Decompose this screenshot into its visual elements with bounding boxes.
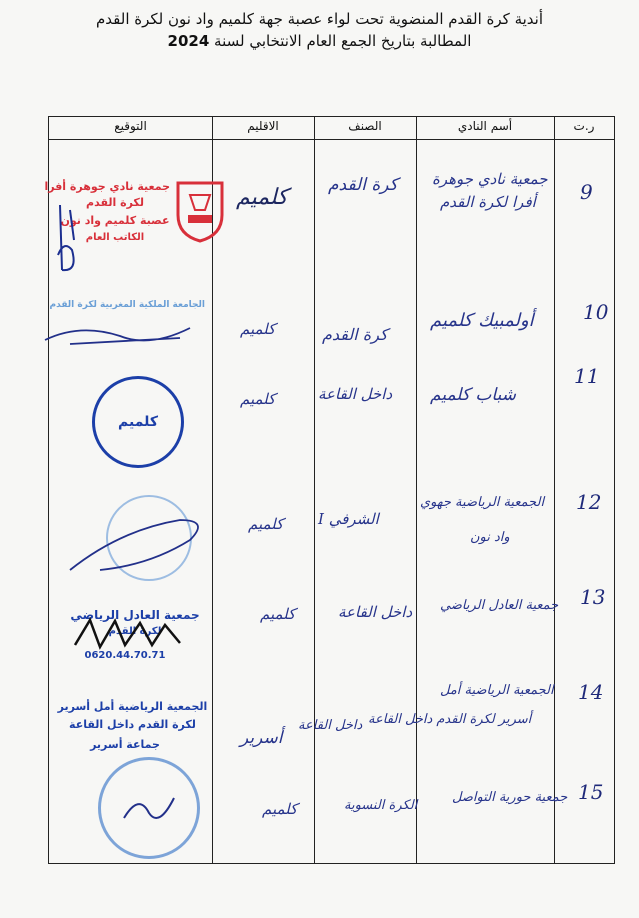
row-15-class: الكرة النسوية: [344, 798, 418, 813]
shield-stamp-icon: [170, 175, 230, 245]
stamp-9-line3: عصبة كلميم واد نون: [60, 214, 170, 227]
row-10-class: كرة القدم: [322, 325, 388, 344]
header-province: الاقليم: [247, 119, 279, 133]
signature-10-icon: [40, 318, 210, 354]
row-14-num: 14: [578, 680, 604, 704]
row-12-province: كلميم: [248, 515, 284, 533]
signature-12-icon: [60, 510, 220, 580]
signature-15-icon: [119, 788, 179, 828]
row-12-class: الشرفي I: [318, 510, 379, 528]
header-class: الصنف: [348, 119, 382, 133]
row-10-province: كلميم: [240, 320, 276, 338]
stamp-13-line1: جمعية العادل الرياضي: [70, 608, 200, 622]
stamp-10-line1: الجامعة الملكية المغربية لكرة القدم: [49, 300, 205, 310]
header-signature: التوقيع: [114, 119, 147, 133]
row-12-club-line1: الجمعية الرياضية جهوي: [420, 495, 545, 510]
row-9-class: كرة القدم: [328, 175, 398, 195]
stamp-13-phone: 0620.44.70.71: [84, 650, 166, 661]
stamp-9-line4: الكاتب العام: [85, 232, 145, 243]
stamp-11: [92, 376, 184, 468]
header-num: ر.ت: [573, 119, 595, 133]
row-11-class: داخل القاعة: [318, 385, 393, 403]
row-11-province: كلميم: [240, 390, 276, 408]
row-11-num: 11: [574, 364, 600, 388]
signature-13-icon: [70, 615, 190, 655]
row-10-club: أولمبيك كلميم: [430, 310, 534, 331]
stamp-9-line1: جمعية نادي جوهرة أفرا: [44, 180, 170, 193]
row-11-club: شباب كلميم: [430, 385, 516, 405]
header-club: أسم النادي: [457, 119, 513, 133]
row-12-club-line2: واد نون: [470, 530, 510, 545]
row-9-club-line1: جمعية نادي جوهرة: [432, 170, 548, 188]
header-separator: [49, 139, 614, 140]
row-14-province: أسرير: [240, 728, 283, 748]
stamp-9-line2: لكرة القدم: [86, 196, 144, 209]
row-9-num: 9: [580, 180, 593, 204]
stamp-13-line2: لكرة القدم: [108, 626, 162, 637]
title-line-2: [0, 30, 639, 52]
signature-9-icon: [50, 200, 90, 280]
row-15-club: جمعية حورية التواصل: [452, 790, 568, 805]
row-9-club-line2: أفرا لكرة القدم: [440, 193, 536, 211]
row-12-num: 12: [576, 490, 602, 514]
row-9-province: كلميم: [236, 185, 288, 210]
clubs-table: [44, 116, 615, 864]
row-13-class: داخل القاعة: [338, 603, 413, 621]
col-separator: [416, 117, 417, 863]
stamp-14-line2: لكرة القدم داخل القاعة: [69, 718, 196, 731]
row-14-class: داخل القاعة: [298, 718, 363, 733]
stamp-14-line1: الجمعية الرياضية أمل أسرير: [57, 700, 208, 713]
row-13-num: 13: [580, 585, 606, 609]
col-separator: [554, 117, 555, 863]
title-line-2-text: المطالبة بتاريخ الجمع العام الانتخابي لسنة: [214, 32, 472, 50]
row-13-club: جمعية العادل الرياضي: [440, 598, 559, 613]
row-14-club-line1: الجمعية الرياضية أمل: [440, 683, 554, 698]
stamp-15: [98, 757, 200, 859]
stamp-14-line3: جماعة أسرير: [90, 738, 160, 751]
col-separator: [314, 117, 315, 863]
stamp-11-center: كلميم: [118, 414, 158, 430]
row-14-club-line2: أسرير لكرة القدم داخل القاعة: [368, 712, 532, 727]
title-year: 2024: [167, 32, 210, 50]
row-15-num: 15: [578, 780, 604, 804]
page-title: [0, 8, 639, 52]
row-10-num: 10: [583, 300, 609, 324]
row-13-province: كلميم: [260, 605, 296, 623]
title-line-1: أندية كرة القدم المنضوية تحت لواء عصبة جهة كلميم واد نون لكرة القدم: [96, 10, 543, 28]
row-15-province: كلميم: [262, 800, 298, 818]
